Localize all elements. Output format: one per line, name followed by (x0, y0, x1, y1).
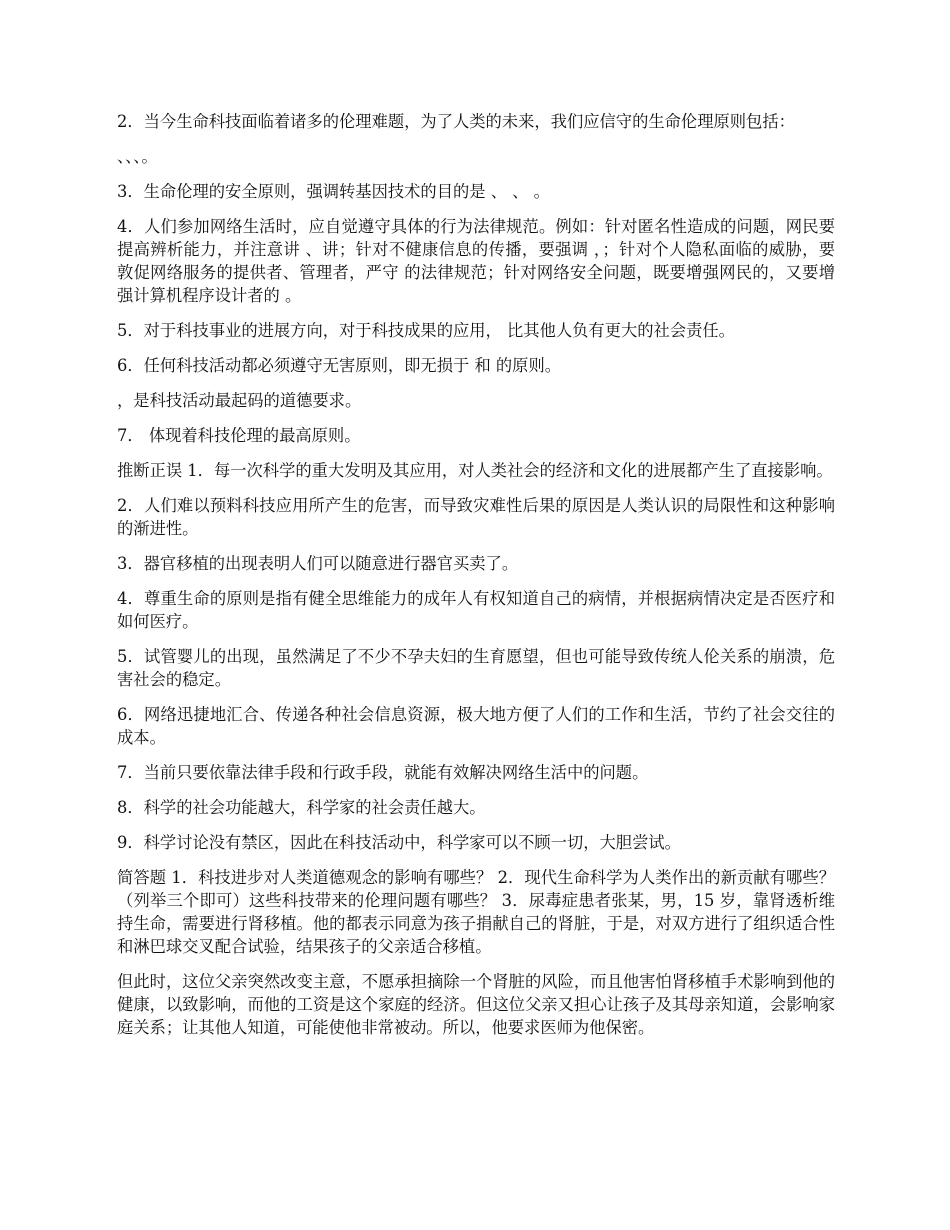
true-false-item-6: 6．网络迅捷地汇合、传递各种社会信息资源，极大地方便了人们的工作和生活，节约了社会交往的成本。 (117, 705, 835, 747)
moral-requirement-line: ，是科技活动最起码的道德要求。 (117, 391, 362, 410)
question-3-safety-principle: 3．生命伦理的安全原则，强调转基因技术的目的是 、 、 。 (117, 182, 550, 201)
short-answer-questions: 简答题 1．科技进步对人类道德观念的影响有哪些？ 2．现代生命科学为人类作出的新贡献有哪些？（列举三个即可）这些科技带来的伦理问题有哪些？ 3．尿毒症患者张某，男，15 岁，靠肾透析维持生命，需要进行肾移植。他的都表示同意为孩子捐献自己的肾脏，于是，对双方进行了组织适合性和淋巴球交叉配合试验，结果孩子的父亲适合移植。 (117, 868, 835, 956)
question-6-harmless-principle: 6．任何科技活动都必须遵守无害原则，即无损于 和 的原则。 (117, 356, 562, 375)
document-page (117, 110, 835, 1051)
true-false-item-7: 7．当前只要依靠法律手段和行政手段，就能有效解决网络生活中的问题。 (117, 763, 649, 782)
case-study-continuation: 但此时，这位父亲突然改变主意，不愿承担摘除一个肾脏的风险，而且他害怕肾移植手术影响到他的健康，以致影响，而他的工资是这个家庭的经济。但这位父亲又担心让孩子及其母亲知道，会影响家庭关系；让其他人知道，可能使他非常被动。所以，他要求医师为他保密。 (117, 972, 835, 1037)
question-4-network-norms: 4．人们参加网络生活时，应自觉遵守具体的行为法律规范。例如：针对匿名性造成的问题，网民要提高辨析能力，并注意讲 、讲；针对不健康信息的传播，要强调 ，；针对个人隐私面临的威胁，要敦促网络服务的提供者、管理者，严守 的法律规范；针对网络安全问题，既要增强网民的，又要增强计算机程序设计者的 。 (117, 217, 835, 305)
true-false-item-9: 9．科学讨论没有禁区，因此在科技活动中，科学家可以不顾一切，大胆尝试。 (117, 833, 681, 852)
question-2-blank-principles: 2．当今生命科技面临着诸多的伦理难题，为了人类的未来，我们应信守的生命伦理原则包括： (117, 112, 795, 131)
answer-blanks-line: 、、、。 (117, 147, 158, 166)
true-false-item-5: 5．试管婴儿的出现，虽然满足了不少不孕夫妇的生育愿望，但也可能导致传统人伦关系的崩溃，危害社会的稳定。 (117, 647, 835, 689)
true-false-item-1: 推断正误 1．每一次科学的重大发明及其应用，对人类社会的经济和文化的进展都产生了直接影响。 (117, 461, 833, 480)
true-false-item-8: 8．科学的社会功能越大，科学家的社会责任越大。 (117, 798, 486, 817)
question-7-highest-principle: 7． 体现着科技伦理的最高原则。 (117, 426, 361, 445)
question-5-tech-responsibility: 5．对于科技事业的进展方向，对于科技成果的应用， 比其他人负有更大的社会责任。 (117, 321, 735, 340)
true-false-item-2: 2．人们难以预料科技应用所产生的危害，而导致灾难性后果的原因是人类认识的局限性和这种影响的渐进性。 (117, 496, 835, 538)
true-false-item-3: 3．器官移植的出现表明人们可以随意进行器官买卖了。 (117, 554, 519, 573)
true-false-item-4: 4．尊重生命的原则是指有健全思维能力的成年人有权知道自己的病情，并根据病情决定是否医疗和如何医疗。 (117, 589, 835, 631)
